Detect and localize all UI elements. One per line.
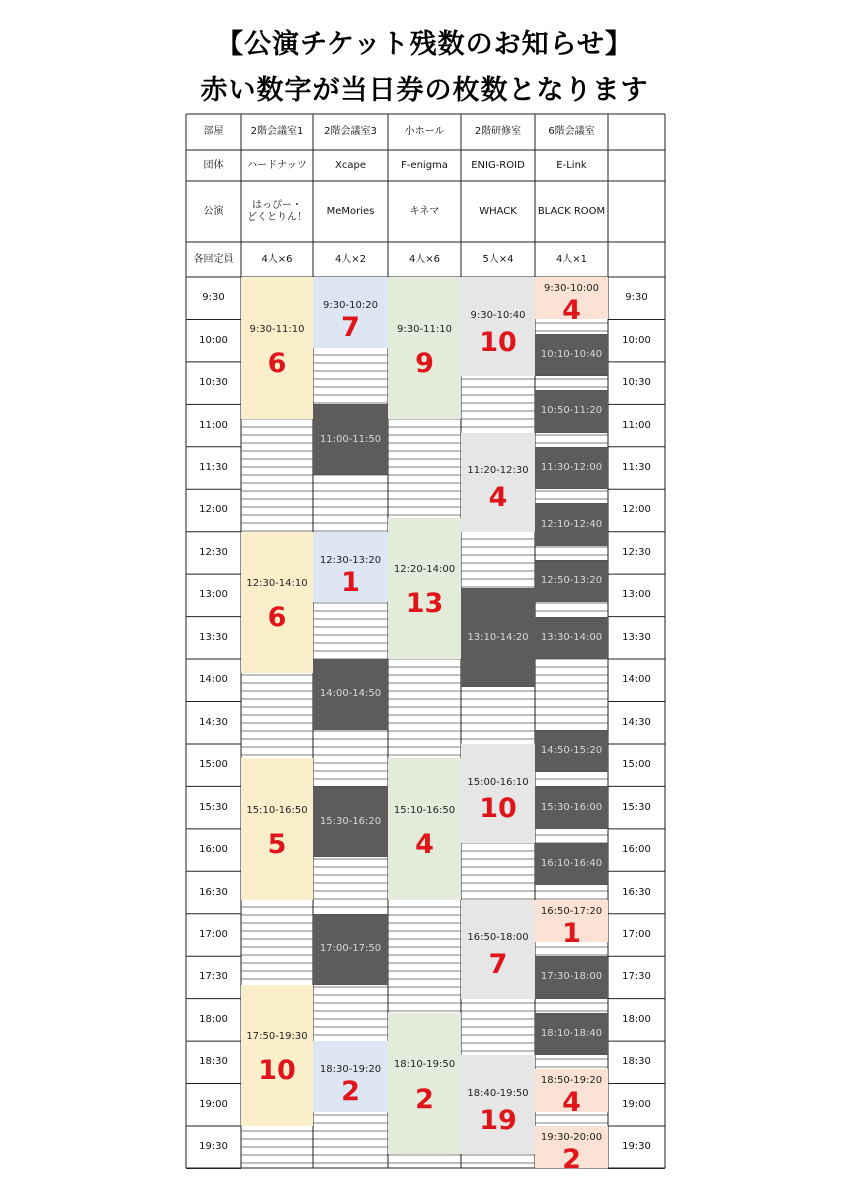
session-block bbox=[535, 1126, 608, 1175]
session-time-range: 15:00-16:10 bbox=[467, 776, 529, 788]
header-group: E-Link bbox=[556, 159, 587, 171]
time-label: 11:00 bbox=[199, 419, 228, 431]
session-time-range: 15:10-16:50 bbox=[246, 804, 308, 816]
time-label: 16:00 bbox=[622, 844, 651, 856]
session-block bbox=[241, 532, 313, 674]
time-label: 19:30 bbox=[622, 1141, 651, 1153]
remaining-tickets: 4 bbox=[415, 828, 434, 860]
session-block bbox=[461, 588, 535, 687]
session-block bbox=[535, 503, 608, 545]
session-block bbox=[535, 277, 608, 326]
session-block bbox=[535, 390, 608, 432]
time-label: 16:30 bbox=[622, 886, 651, 898]
time-label: 15:30 bbox=[622, 801, 651, 813]
session-block bbox=[535, 956, 608, 998]
time-label: 19:30 bbox=[199, 1141, 228, 1153]
session-block bbox=[313, 532, 388, 603]
session-time-range: 16:50-18:00 bbox=[467, 932, 529, 944]
session-block bbox=[461, 277, 535, 376]
time-label: 12:30 bbox=[622, 546, 651, 558]
time-label: 10:00 bbox=[622, 334, 651, 346]
header-show: BLACK ROOM bbox=[537, 205, 606, 217]
session-time-range: 9:30-11:10 bbox=[397, 323, 452, 335]
time-label: 17:30 bbox=[622, 971, 651, 983]
session-block bbox=[313, 277, 388, 348]
session-block bbox=[461, 744, 535, 843]
remaining-tickets: 5 bbox=[267, 828, 287, 860]
remaining-tickets: 9 bbox=[415, 347, 434, 379]
session-block bbox=[461, 900, 535, 999]
remaining-tickets: 4 bbox=[562, 1087, 581, 1119]
session-block bbox=[535, 1013, 608, 1055]
session-block bbox=[535, 447, 608, 489]
notice-subtitle: 赤い数字が当日券の枚数となります bbox=[200, 75, 649, 106]
session-time-range: 12:30-13:20 bbox=[319, 555, 382, 567]
header-capacity: 4人×6 bbox=[261, 253, 293, 265]
time-label: 17:00 bbox=[199, 928, 228, 940]
session-time-range: 11:30-12:00 bbox=[540, 462, 603, 474]
session-block bbox=[535, 560, 608, 602]
session-block bbox=[535, 617, 608, 659]
time-label: 12:30 bbox=[199, 546, 228, 558]
session-block bbox=[388, 518, 461, 660]
session-time-range: 9:30-11:10 bbox=[249, 323, 305, 335]
session-block bbox=[241, 985, 313, 1127]
header-group: F-enigma bbox=[401, 159, 448, 171]
session-block bbox=[313, 404, 388, 475]
row-label-show: 公演 bbox=[203, 205, 224, 217]
remaining-tickets: 6 bbox=[267, 602, 287, 634]
time-label: 11:30 bbox=[199, 462, 228, 474]
time-label: 18:30 bbox=[199, 1056, 228, 1068]
session-block bbox=[313, 786, 388, 857]
session-time-range: 18:10-19:50 bbox=[393, 1059, 456, 1071]
remaining-tickets: 4 bbox=[562, 295, 581, 326]
session-time-range: 14:50-15:20 bbox=[540, 745, 603, 757]
session-block bbox=[241, 758, 313, 900]
time-label: 10:30 bbox=[622, 377, 651, 389]
time-label: 18:00 bbox=[199, 1013, 228, 1025]
session-block bbox=[461, 1055, 535, 1154]
session-time-range: 19:30-20:00 bbox=[540, 1132, 603, 1143]
time-label: 15:30 bbox=[199, 801, 228, 813]
session-block bbox=[535, 1069, 608, 1119]
time-label: 13:30 bbox=[199, 631, 228, 643]
session-block bbox=[461, 433, 535, 532]
time-label: 17:30 bbox=[199, 971, 228, 983]
header-group: ハードナッツ bbox=[247, 159, 307, 171]
time-label: 19:00 bbox=[622, 1098, 651, 1110]
row-label-group: 団体 bbox=[203, 159, 224, 171]
session-time-range: 9:30-10:20 bbox=[323, 300, 378, 312]
session-block bbox=[535, 843, 608, 885]
session-time-range: 10:50-11:20 bbox=[540, 405, 603, 417]
header-capacity: 4人×1 bbox=[555, 253, 588, 265]
time-label: 14:00 bbox=[622, 674, 651, 686]
session-time-range: 12:50-13:20 bbox=[540, 575, 603, 587]
header-room: 2階会議室3 bbox=[324, 126, 377, 137]
session-block bbox=[535, 730, 608, 772]
time-label: 13:00 bbox=[199, 589, 228, 601]
remaining-tickets: 7 bbox=[341, 312, 360, 344]
session-time-range: 12:10-12:40 bbox=[540, 518, 603, 530]
session-time-range: 11:00-11:50 bbox=[319, 433, 382, 445]
header-show: WHACK bbox=[479, 205, 517, 217]
time-label: 16:00 bbox=[199, 844, 228, 856]
session-time-range: 12:30-14:10 bbox=[246, 578, 308, 590]
remaining-tickets: 1 bbox=[341, 567, 360, 599]
row-label-room: 部屋 bbox=[203, 126, 224, 137]
remaining-tickets: 13 bbox=[405, 588, 444, 620]
session-time-range: 13:30-14:00 bbox=[540, 631, 603, 643]
time-label: 13:30 bbox=[622, 631, 651, 643]
time-label: 18:30 bbox=[622, 1056, 651, 1068]
session-time-range: 17:00-17:50 bbox=[319, 943, 382, 955]
time-label: 9:30 bbox=[202, 292, 225, 304]
session-block bbox=[313, 659, 388, 730]
time-label: 15:00 bbox=[199, 759, 228, 771]
session-block bbox=[535, 900, 608, 949]
time-label: 14:30 bbox=[199, 716, 228, 728]
remaining-tickets: 4 bbox=[488, 482, 508, 514]
session-time-range: 15:30-16:20 bbox=[319, 815, 382, 827]
session-block bbox=[313, 1041, 388, 1112]
time-label: 15:00 bbox=[622, 759, 651, 771]
session-time-range: 17:30-18:00 bbox=[540, 971, 603, 983]
header-room: 小ホール bbox=[404, 126, 445, 137]
session-time-range: 18:30-19:20 bbox=[319, 1064, 382, 1076]
header-room: 2階会議室1 bbox=[250, 126, 304, 137]
header-capacity: 4人×6 bbox=[408, 253, 441, 265]
notice-title: 【公演チケット残数のお知らせ】 bbox=[216, 29, 633, 60]
row-label-capacity: 各回定員 bbox=[193, 253, 234, 265]
remaining-tickets: 6 bbox=[267, 347, 287, 379]
time-label: 11:00 bbox=[622, 419, 651, 431]
time-label: 11:30 bbox=[622, 462, 651, 474]
remaining-tickets: 10 bbox=[258, 1055, 296, 1087]
session-time-range: 10:10-10:40 bbox=[540, 348, 603, 360]
header-show: MeMories bbox=[326, 205, 375, 217]
time-label: 12:00 bbox=[199, 504, 228, 516]
session-block bbox=[388, 277, 461, 419]
session-time-range: 16:50-17:20 bbox=[540, 905, 603, 917]
header-room: 2階研修室 bbox=[474, 126, 522, 137]
remaining-tickets: 19 bbox=[479, 1104, 517, 1136]
header-show: キネマ bbox=[409, 205, 440, 217]
session-time-range: 14:00-14:50 bbox=[319, 688, 382, 700]
session-block bbox=[535, 786, 608, 828]
header-group: Xcape bbox=[335, 159, 366, 171]
session-block bbox=[535, 334, 608, 376]
time-label: 19:00 bbox=[199, 1098, 228, 1110]
session-block bbox=[313, 914, 388, 985]
remaining-tickets: 2 bbox=[415, 1083, 434, 1115]
remaining-tickets: 7 bbox=[488, 949, 508, 981]
session-time-range: 15:10-16:50 bbox=[393, 804, 456, 816]
time-label: 10:30 bbox=[199, 377, 228, 389]
remaining-tickets: 1 bbox=[562, 917, 581, 949]
session-time-range: 18:10-18:40 bbox=[540, 1028, 603, 1040]
time-label: 10:00 bbox=[199, 334, 228, 346]
time-label: 13:00 bbox=[622, 589, 651, 601]
session-time-range: 11:20-12:30 bbox=[467, 465, 529, 477]
session-time-range: 9:30-10:40 bbox=[470, 309, 526, 321]
session-time-range: 17:50-19:30 bbox=[246, 1031, 308, 1043]
session-time-range: 12:20-14:00 bbox=[393, 564, 456, 576]
time-label: 14:00 bbox=[199, 674, 228, 686]
session-time-range: 13:10-14:20 bbox=[467, 631, 529, 643]
header-capacity: 4人×2 bbox=[334, 253, 367, 265]
remaining-tickets: 2 bbox=[562, 1144, 581, 1175]
remaining-tickets: 10 bbox=[479, 793, 517, 825]
time-label: 18:00 bbox=[622, 1013, 651, 1025]
time-label: 16:30 bbox=[199, 886, 228, 898]
session-block bbox=[388, 1013, 461, 1155]
session-time-range: 16:10-16:40 bbox=[540, 858, 603, 870]
header-group: ENIG-ROID bbox=[471, 159, 525, 171]
time-label: 17:00 bbox=[622, 928, 651, 940]
session-time-range: 18:50-19:20 bbox=[540, 1075, 603, 1087]
session-time-range: 15:30-16:00 bbox=[540, 801, 603, 813]
time-label: 14:30 bbox=[622, 716, 651, 728]
remaining-tickets: 2 bbox=[341, 1076, 360, 1108]
remaining-tickets: 10 bbox=[479, 326, 517, 358]
header-show: はっぴー・ どくとりん！ bbox=[247, 199, 307, 223]
session-block bbox=[241, 277, 313, 419]
time-label: 9:30 bbox=[625, 292, 648, 304]
session-time-range: 18:40-19:50 bbox=[467, 1087, 529, 1099]
session-block bbox=[388, 758, 461, 900]
time-label: 12:00 bbox=[622, 504, 651, 516]
header-room: 6階会議室 bbox=[548, 126, 595, 137]
header-capacity: 5人×4 bbox=[482, 253, 514, 265]
session-time-range: 9:30-10:00 bbox=[544, 283, 599, 294]
